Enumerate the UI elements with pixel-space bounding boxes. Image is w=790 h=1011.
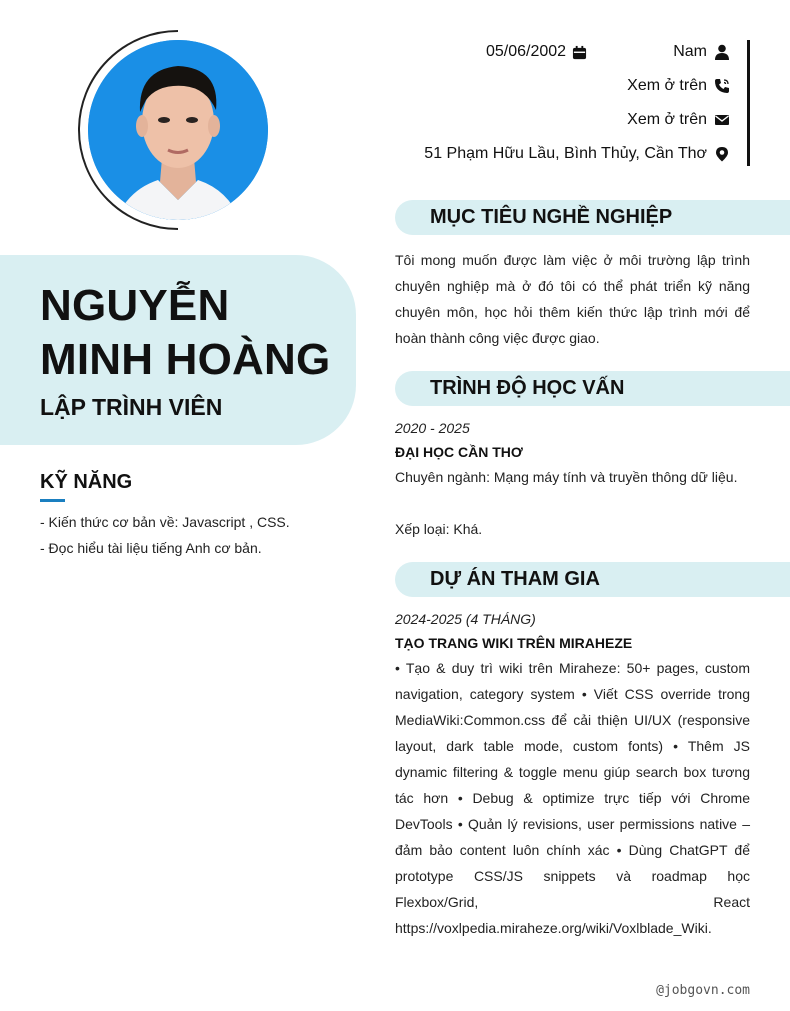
education-major: Chuyên ngành: Mạng máy tính và truyền thông dữ liệu. xyxy=(395,469,738,485)
envelope-icon xyxy=(714,112,730,128)
gender-value: Nam xyxy=(673,43,707,60)
skill-item: - Đọc hiểu tài liệu tiếng Anh cơ bản. xyxy=(40,540,262,556)
skill-item: - Kiến thức cơ bản về: Javascript , CSS. xyxy=(40,514,290,530)
full-name-line2: MINH HOÀNG xyxy=(40,335,331,384)
skills-underline xyxy=(40,499,65,502)
contact-dob xyxy=(486,43,587,61)
contact-gender xyxy=(673,43,730,61)
contact-divider xyxy=(747,40,750,166)
section-objective-header xyxy=(395,200,790,235)
calendar-icon xyxy=(572,45,587,60)
project-description: • Tạo & duy trì wiki trên Miraheze: 50+ pages, custom navigation, category system • Viết CSS override trong MediaWiki:Common.css để cải thiện UI/UX (responsive layout, dark table mode, custom fonts) • Thêm JS dynamic filtering & toggle menu giúp search box tương tác hơn • Debug & optimize trực tiếp với Chrome DevTools • Quản lý revisions, user permissions native – đảm bảo content luôn chính xác • Dùng ChatGPT để prototype CSS/JS snippets và roadmap học Flexbox/Grid, React https://voxlpedia.miraheze.org/wiki/Voxlblade_Wiki. xyxy=(395,660,750,936)
section-education-header xyxy=(395,371,790,406)
job-title: LẬP TRÌNH VIÊN xyxy=(40,394,223,420)
project-name: TẠO TRANG WIKI TRÊN MIRAHEZE xyxy=(395,635,633,651)
contact-phone xyxy=(627,77,730,95)
footer-watermark: @jobgovn.com xyxy=(656,983,750,998)
skills-heading: KỸ NĂNG xyxy=(40,471,133,493)
education-school: ĐẠI HỌC CẦN THƠ xyxy=(395,444,523,460)
full-name-line1: NGUYỄN xyxy=(40,281,230,330)
profile-photo xyxy=(88,40,268,220)
location-pin-icon xyxy=(714,146,730,162)
section-title: TRÌNH ĐỘ HỌC VẤN xyxy=(430,377,625,399)
section-title: DỰ ÁN THAM GIA xyxy=(430,568,600,590)
education-grade: Xếp loại: Khá. xyxy=(395,521,483,537)
education-period: 2020 - 2025 xyxy=(395,420,470,436)
section-projects-header xyxy=(395,562,790,597)
dob-value: 05/06/2002 xyxy=(486,43,567,60)
project-period: 2024-2025 (4 THÁNG) xyxy=(395,611,536,627)
contact-address xyxy=(424,145,730,163)
section-title: MỤC TIÊU NGHỀ NGHIỆP xyxy=(430,206,673,228)
user-icon xyxy=(714,44,730,60)
contact-email xyxy=(627,111,730,129)
email-value: Xem ở trên xyxy=(627,111,707,128)
phone-value: Xem ở trên xyxy=(627,77,707,94)
name-banner xyxy=(0,255,356,445)
phone-icon xyxy=(714,78,730,94)
avatar xyxy=(78,30,278,230)
address-value: 51 Phạm Hữu Lầu, Bình Thủy, Cần Thơ xyxy=(424,145,707,162)
objective-text: Tôi mong muốn được làm việc ở môi trường lập trình chuyên nghiệp mà ở đó tôi có thể phát triển kỹ năng chuyên môn, học hỏi thêm kiến thức lập trình mới để hoàn thành công việc được giao. xyxy=(395,252,750,346)
